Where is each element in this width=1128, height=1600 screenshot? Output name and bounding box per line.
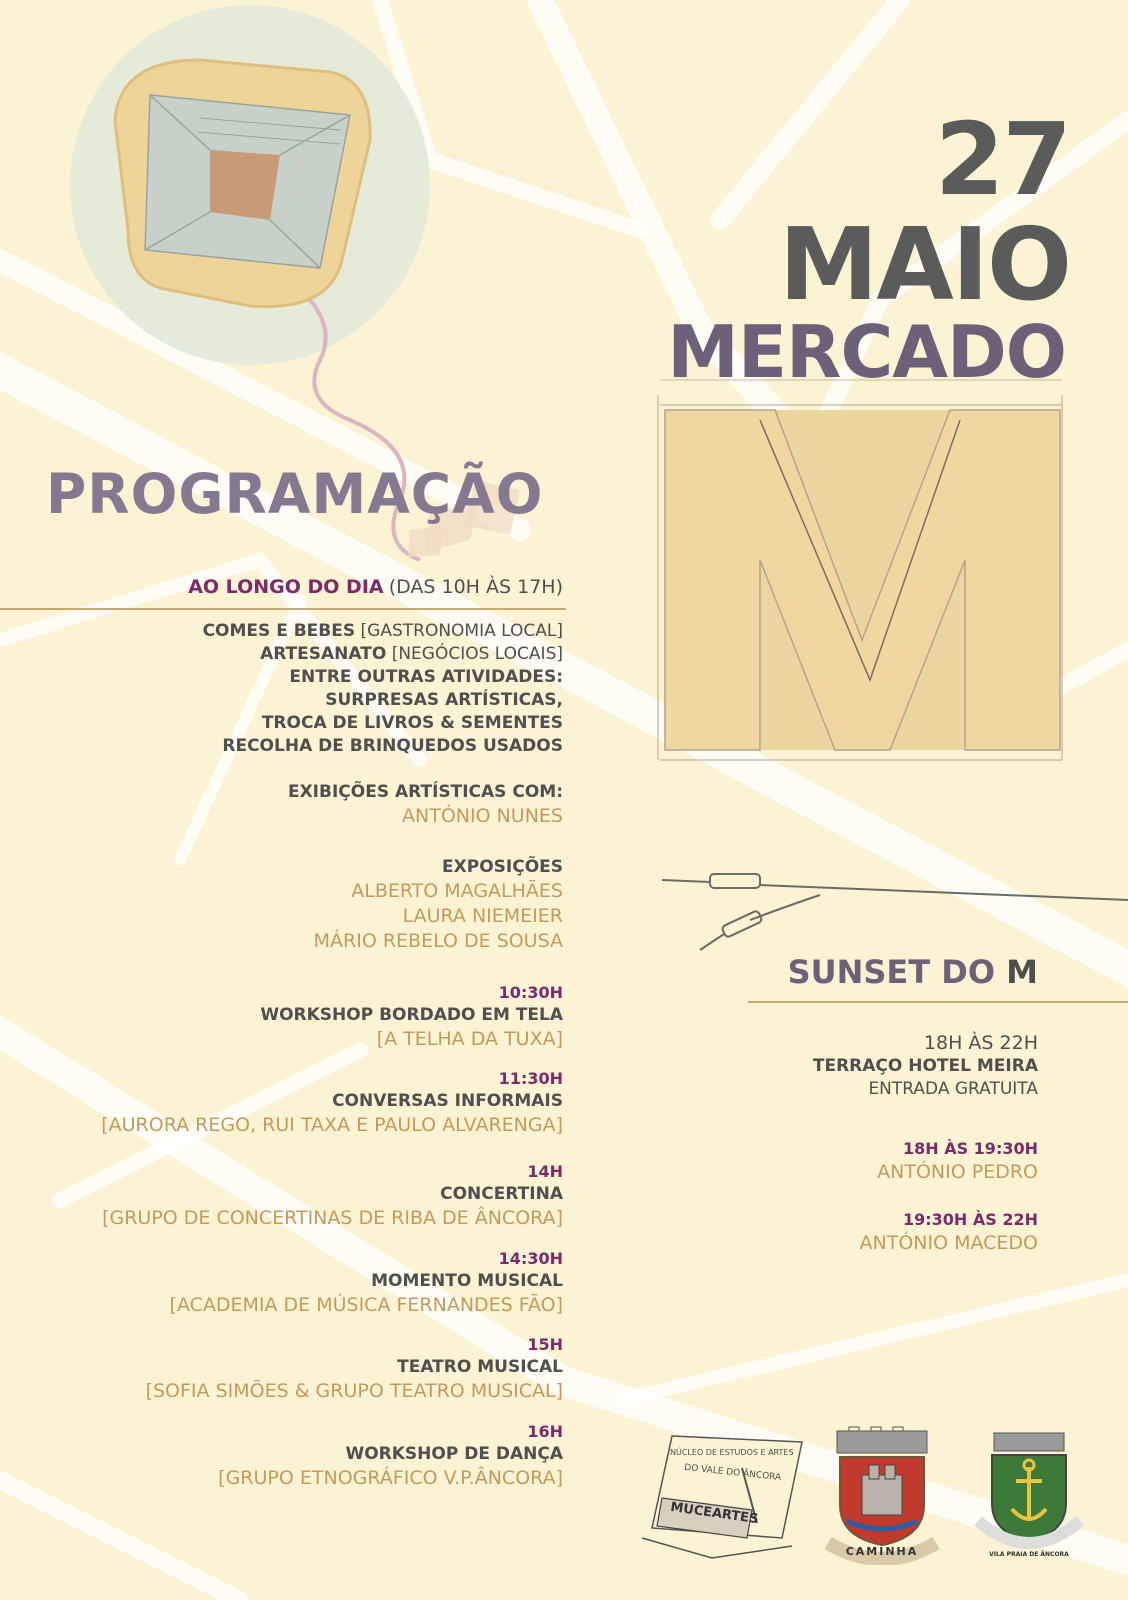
schedule-item <box>3 1420 563 1491</box>
schedule-title: WORKSHOP DE DANÇA <box>345 1444 563 1464</box>
schedule-who: [GRUPO DE CONCERTINAS DE RIBA DE ÂNCORA] <box>102 1207 563 1229</box>
sunset-set-artist: ANTÓNIO PEDRO <box>877 1161 1038 1183</box>
other-item: RECOLHA DE BRINQUEDOS USADOS <box>222 736 563 756</box>
caminha-text: CAMINHA <box>845 1545 919 1558</box>
exhibitions-block <box>3 781 563 829</box>
schedule-who: [AURORA REGO, RUI TAXA E PAULO ALVARENGA] <box>101 1114 563 1136</box>
sunset-info <box>638 1032 1038 1101</box>
sunset-set <box>638 1137 1038 1185</box>
schedule-who: [ACADEMIA DE MÚSICA FERNANDES FÃO] <box>169 1294 563 1316</box>
exposition-artist: MÁRIO REBELO DE SOUSA <box>313 930 563 952</box>
nucleo-top-text: NÚCLEO DE ESTUDOS E ARTES <box>670 1448 794 1457</box>
sunset-set <box>638 1208 1038 1256</box>
date-month: MAIO <box>778 206 1070 323</box>
sunset-venue: TERRAÇO HOTEL MEIRA <box>812 1056 1038 1076</box>
schedule-title: WORKSHOP BORDADO EM TELA <box>260 1005 563 1025</box>
expositions-heading: EXPOSIÇÕES <box>442 857 563 877</box>
divider-left <box>0 608 566 610</box>
caminha-crest-icon <box>822 1425 942 1565</box>
schedule-item <box>3 1067 563 1138</box>
sunset-hours: 18H ÀS 22H <box>923 1032 1038 1054</box>
event-name: MERCADO <box>667 310 1066 394</box>
schedule-time: 15H <box>527 1335 563 1354</box>
crafts-row: ARTESANATO [NEGÓCIOS LOCAIS] <box>260 644 563 664</box>
schedule-who: [SOFIA SIMÕES & GRUPO TEATRO MUSICAL] <box>145 1380 563 1402</box>
schedule-time: 11:30H <box>498 1069 563 1088</box>
schedule-item <box>3 1333 563 1404</box>
schedule-who: [A TELHA DA TUXA] <box>376 1028 563 1050</box>
exposition-artist: ALBERTO MAGALHÃES <box>351 880 563 902</box>
exposition-artist: LAURA NIEMEIER <box>402 905 563 927</box>
schedule-who: [GRUPO ETNOGRÁFICO V.P.ÂNCORA] <box>218 1467 563 1489</box>
schedule-time: 10:30H <box>498 983 563 1002</box>
nucleo-mid-text: DO VALE DO ÂNCORA <box>683 1462 782 1484</box>
schedule-title: TEATRO MUSICAL <box>397 1357 563 1377</box>
vila-praia-crest-icon <box>974 1425 1084 1565</box>
sunset-entry: ENTRADA GRATUITA <box>868 1079 1038 1099</box>
schedule-time: 16H <box>527 1422 563 1441</box>
all-day-hours: (DAS 10H ÀS 17H) <box>388 576 563 598</box>
all-day-label: AO LONGO DO DIA <box>188 576 384 598</box>
sunset-set-time: 19:30H ÀS 22H <box>902 1210 1038 1229</box>
logo-caminha <box>822 1425 942 1565</box>
schedule-title: CONVERSAS INFORMAIS <box>332 1091 563 1111</box>
expositions-block <box>3 856 563 954</box>
logo-nucleo <box>632 1428 810 1568</box>
vila-praia-text: VILA PRAIA DE ÂNCORA <box>989 1551 1069 1558</box>
nucleo-name-text: MUCEARTES <box>669 1499 760 1528</box>
other-heading: ENTRE OUTRAS ATIVIDADES: <box>289 667 563 687</box>
all-day-row <box>3 576 563 598</box>
logo-vila-praia <box>974 1425 1084 1565</box>
schedule-item <box>3 1247 563 1318</box>
other-item: TROCA DE LIVROS & SEMENTES <box>261 713 563 733</box>
other-item: SURPRESAS ARTÍSTICAS, <box>325 690 563 710</box>
food-row: COMES E BEBES [GASTRONOMIA LOCAL] <box>202 621 563 641</box>
date-day: 27 <box>934 101 1070 218</box>
divider-right <box>748 1001 1128 1003</box>
schedule-time: 14H <box>527 1162 563 1181</box>
schedule-title: MOMENTO MUSICAL <box>371 1271 563 1291</box>
exhibitions-artist: ANTÓNIO NUNES <box>402 805 563 827</box>
programacao-title: PROGRAMAÇÃO <box>46 462 544 526</box>
schedule-item <box>3 981 563 1052</box>
schedule-item <box>3 1160 563 1231</box>
exhibitions-heading: EXIBIÇÕES ARTÍSTICAS COM: <box>287 782 563 802</box>
activities-block <box>3 620 563 758</box>
big-m-letter <box>658 380 1062 760</box>
sunset-set-time: 18H ÀS 19:30H <box>902 1139 1038 1158</box>
schedule-time: 14:30H <box>498 1249 563 1268</box>
sunset-set-artist: ANTÓNIO MACEDO <box>859 1232 1038 1254</box>
sunset-title: SUNSET DO M <box>787 953 1038 991</box>
schedule-title: CONCERTINA <box>440 1184 563 1204</box>
sunset-title-m: M <box>1006 953 1038 991</box>
